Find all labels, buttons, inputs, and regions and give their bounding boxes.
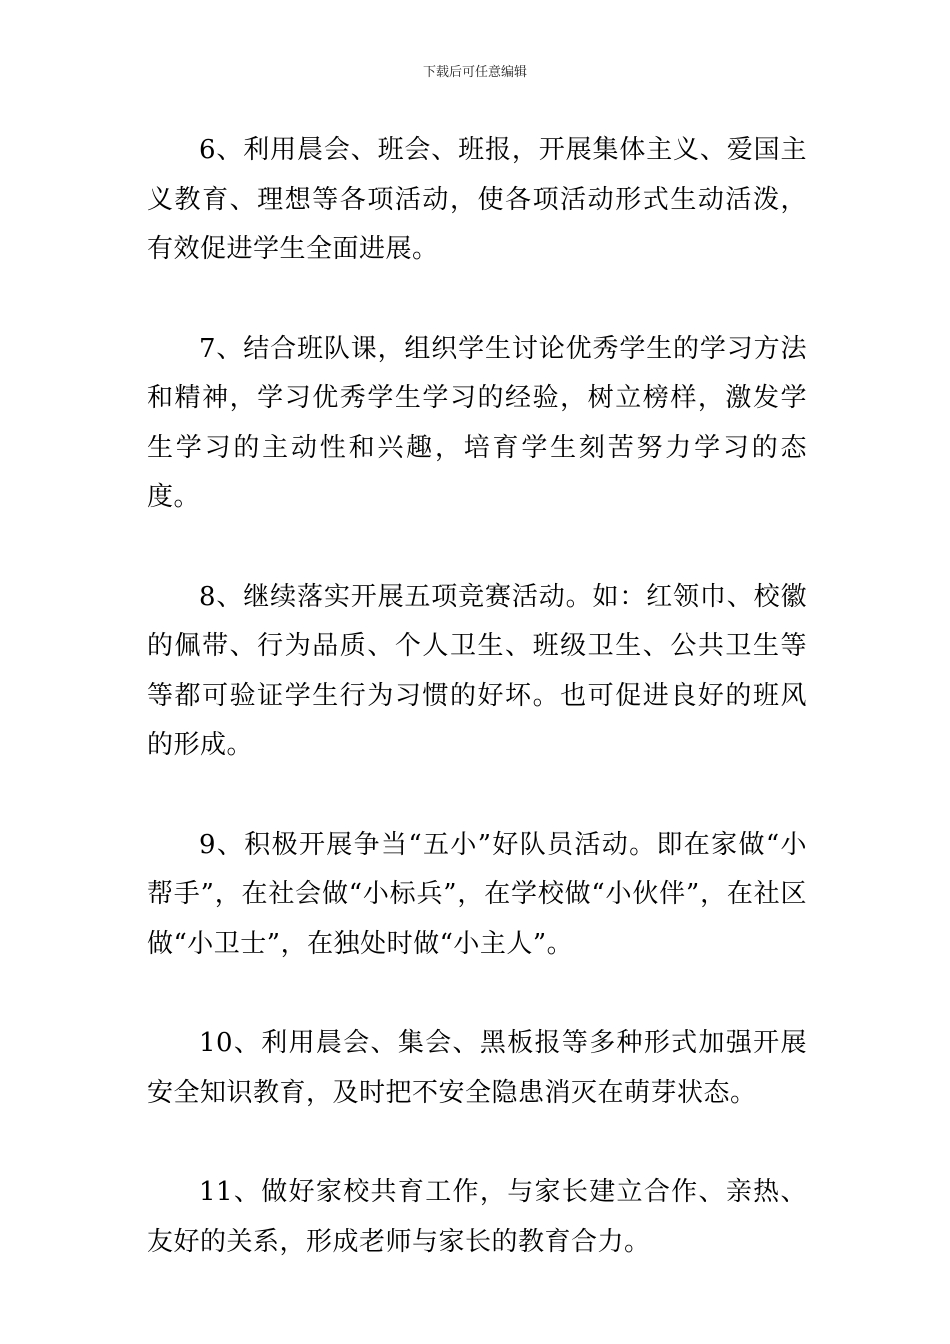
document-body bbox=[147, 126, 807, 1317]
paragraph-item-10: 10、利用晨会、集会、黑板报等多种形式加强开展安全知识教育，及时把不安全隐患消灭在萌芽状态。 bbox=[147, 1028, 807, 1108]
paragraph-item-7: 7、结合班队课，组织学生讨论优秀学生的学习方法和精神，学习优秀学生学习的经验，树立榜样，激发学生学习的主动性和兴趣，培育学生刻苦努力学习的态度。 bbox=[147, 333, 807, 512]
paragraph-item-8: 8、继续落实开展五项竞赛活动。如：红领巾、校徽的佩带、行为品质、个人卫生、班级卫生、公共卫生等等都可验证学生行为习惯的好坏。也可促进良好的班风的形成。 bbox=[147, 581, 807, 760]
paragraph-item-9: 9、积极开展争当“五小”好队员活动。即在家做“小帮手”，在社会做“小标兵”，在学校做“小伙伴”，在社区做“小卫士”，在独处时做“小主人”。 bbox=[147, 829, 807, 959]
paragraph-item-11: 11、做好家校共育工作，与家长建立合作、亲热、友好的关系，形成老师与家长的教育合力。 bbox=[147, 1177, 807, 1257]
page-header-note: 下载后可任意编辑 bbox=[422, 65, 527, 80]
paragraph-item-6: 6、利用晨会、班会、班报，开展集体主义、爱国主义教育、理想等各项活动，使各项活动形式生动活泼，有效促进学生全面进展。 bbox=[147, 135, 807, 264]
